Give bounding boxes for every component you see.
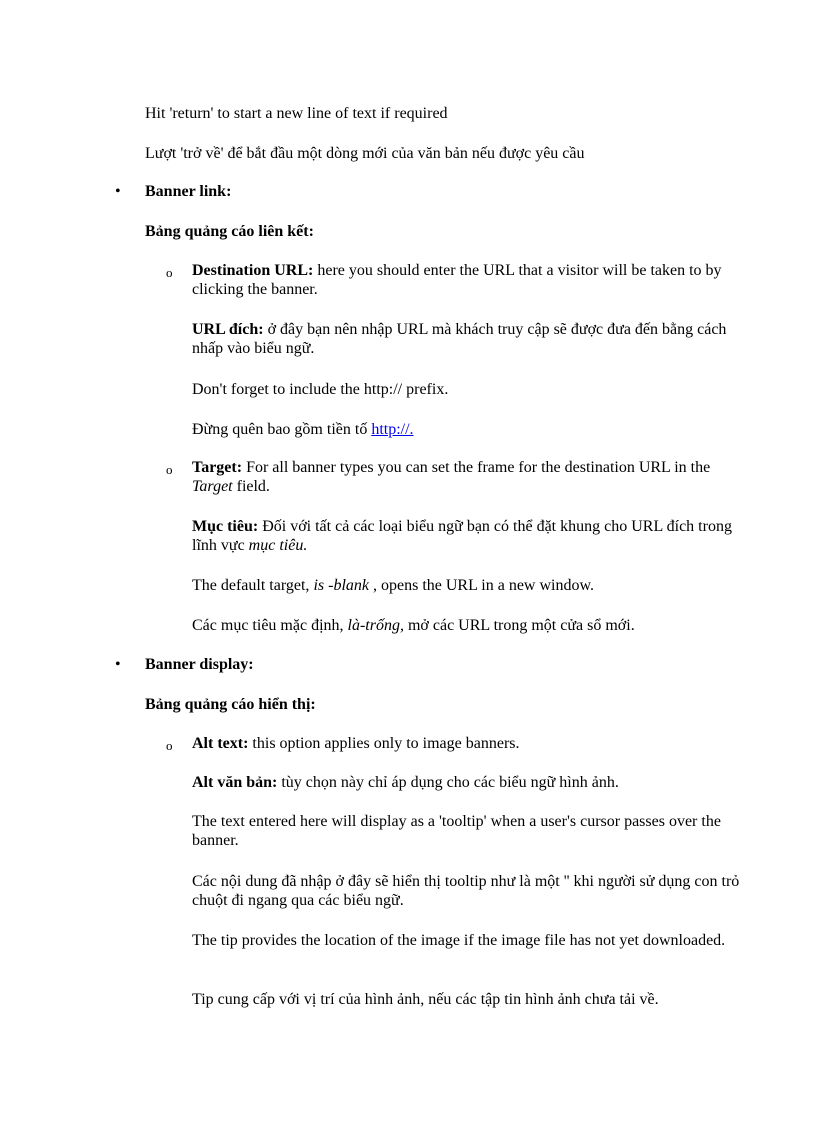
bullet-circle: o: [166, 462, 173, 477]
default-target-vi: Các mục tiêu mặc định, là-trống, mở các URL trong một cửa sổ mới.: [192, 617, 635, 634]
target-en: Target: For all banner types you can set the frame for the destination URL in the Target field.: [192, 459, 711, 495]
banner-link-heading: Banner link:: [145, 183, 232, 200]
tip-en: The tip provides the location of the image if the image file has not yet downloaded.: [192, 932, 726, 949]
destination-url-vi: URL đích: ở đây bạn nên nhập URL mà khách truy cập sẽ được đưa đến bằng cách nhấp vào biểu ngữ.: [192, 321, 727, 357]
destination-url-en: Destination URL: here you should enter the URL that a visitor will be taken to by clicking the banner.: [192, 262, 722, 298]
tooltip-en: The text entered here will display as a 'tooltip' when a user's cursor passes over the banner.: [192, 813, 721, 849]
intro-vi: Lượt 'trở về' để bắt đầu một dòng mới của văn bản nếu được yêu cầu: [145, 145, 585, 162]
banner-link-heading-vi: Bảng quảng cáo liên kết:: [145, 223, 314, 240]
default-target-en: The default target, is -blank , opens the URL in a new window.: [192, 577, 594, 594]
target-vi: Mục tiêu: Đối với tất cả các loại biểu ngữ bạn có thể đặt khung cho URL đích trong lĩnh vực mục tiêu.: [192, 518, 732, 554]
alt-text-vi: Alt văn bản: tùy chọn này chỉ áp dụng cho các biểu ngữ hình ảnh.: [192, 774, 619, 791]
intro-en: Hit 'return' to start a new line of text if required: [145, 105, 448, 122]
bullet-circle: o: [166, 738, 173, 753]
bullet-disc: •: [115, 183, 121, 200]
banner-display-heading: Banner display:: [145, 656, 254, 673]
prefix-note-vi: Đừng quên bao gồm tiền tố http://.: [192, 421, 414, 438]
http-link[interactable]: http://.: [371, 421, 414, 438]
tip-vi: Tip cung cấp với vị trí của hình ảnh, nếu các tập tin hình ảnh chưa tải về.: [192, 991, 659, 1008]
alt-text-en: Alt text: this option applies only to image banners.: [192, 735, 520, 752]
prefix-note-en: Don't forget to include the http:// prefix.: [192, 381, 449, 398]
tooltip-vi: Các nội dung đã nhập ở đây sẽ hiển thị tooltip như là một '' khi người sử dụng con trỏ chuột đi ngang qua các biểu ngữ.: [192, 873, 740, 909]
bullet-disc: •: [115, 656, 121, 673]
banner-display-heading-vi: Bảng quảng cáo hiển thị:: [145, 696, 316, 713]
bullet-circle: o: [166, 265, 173, 280]
